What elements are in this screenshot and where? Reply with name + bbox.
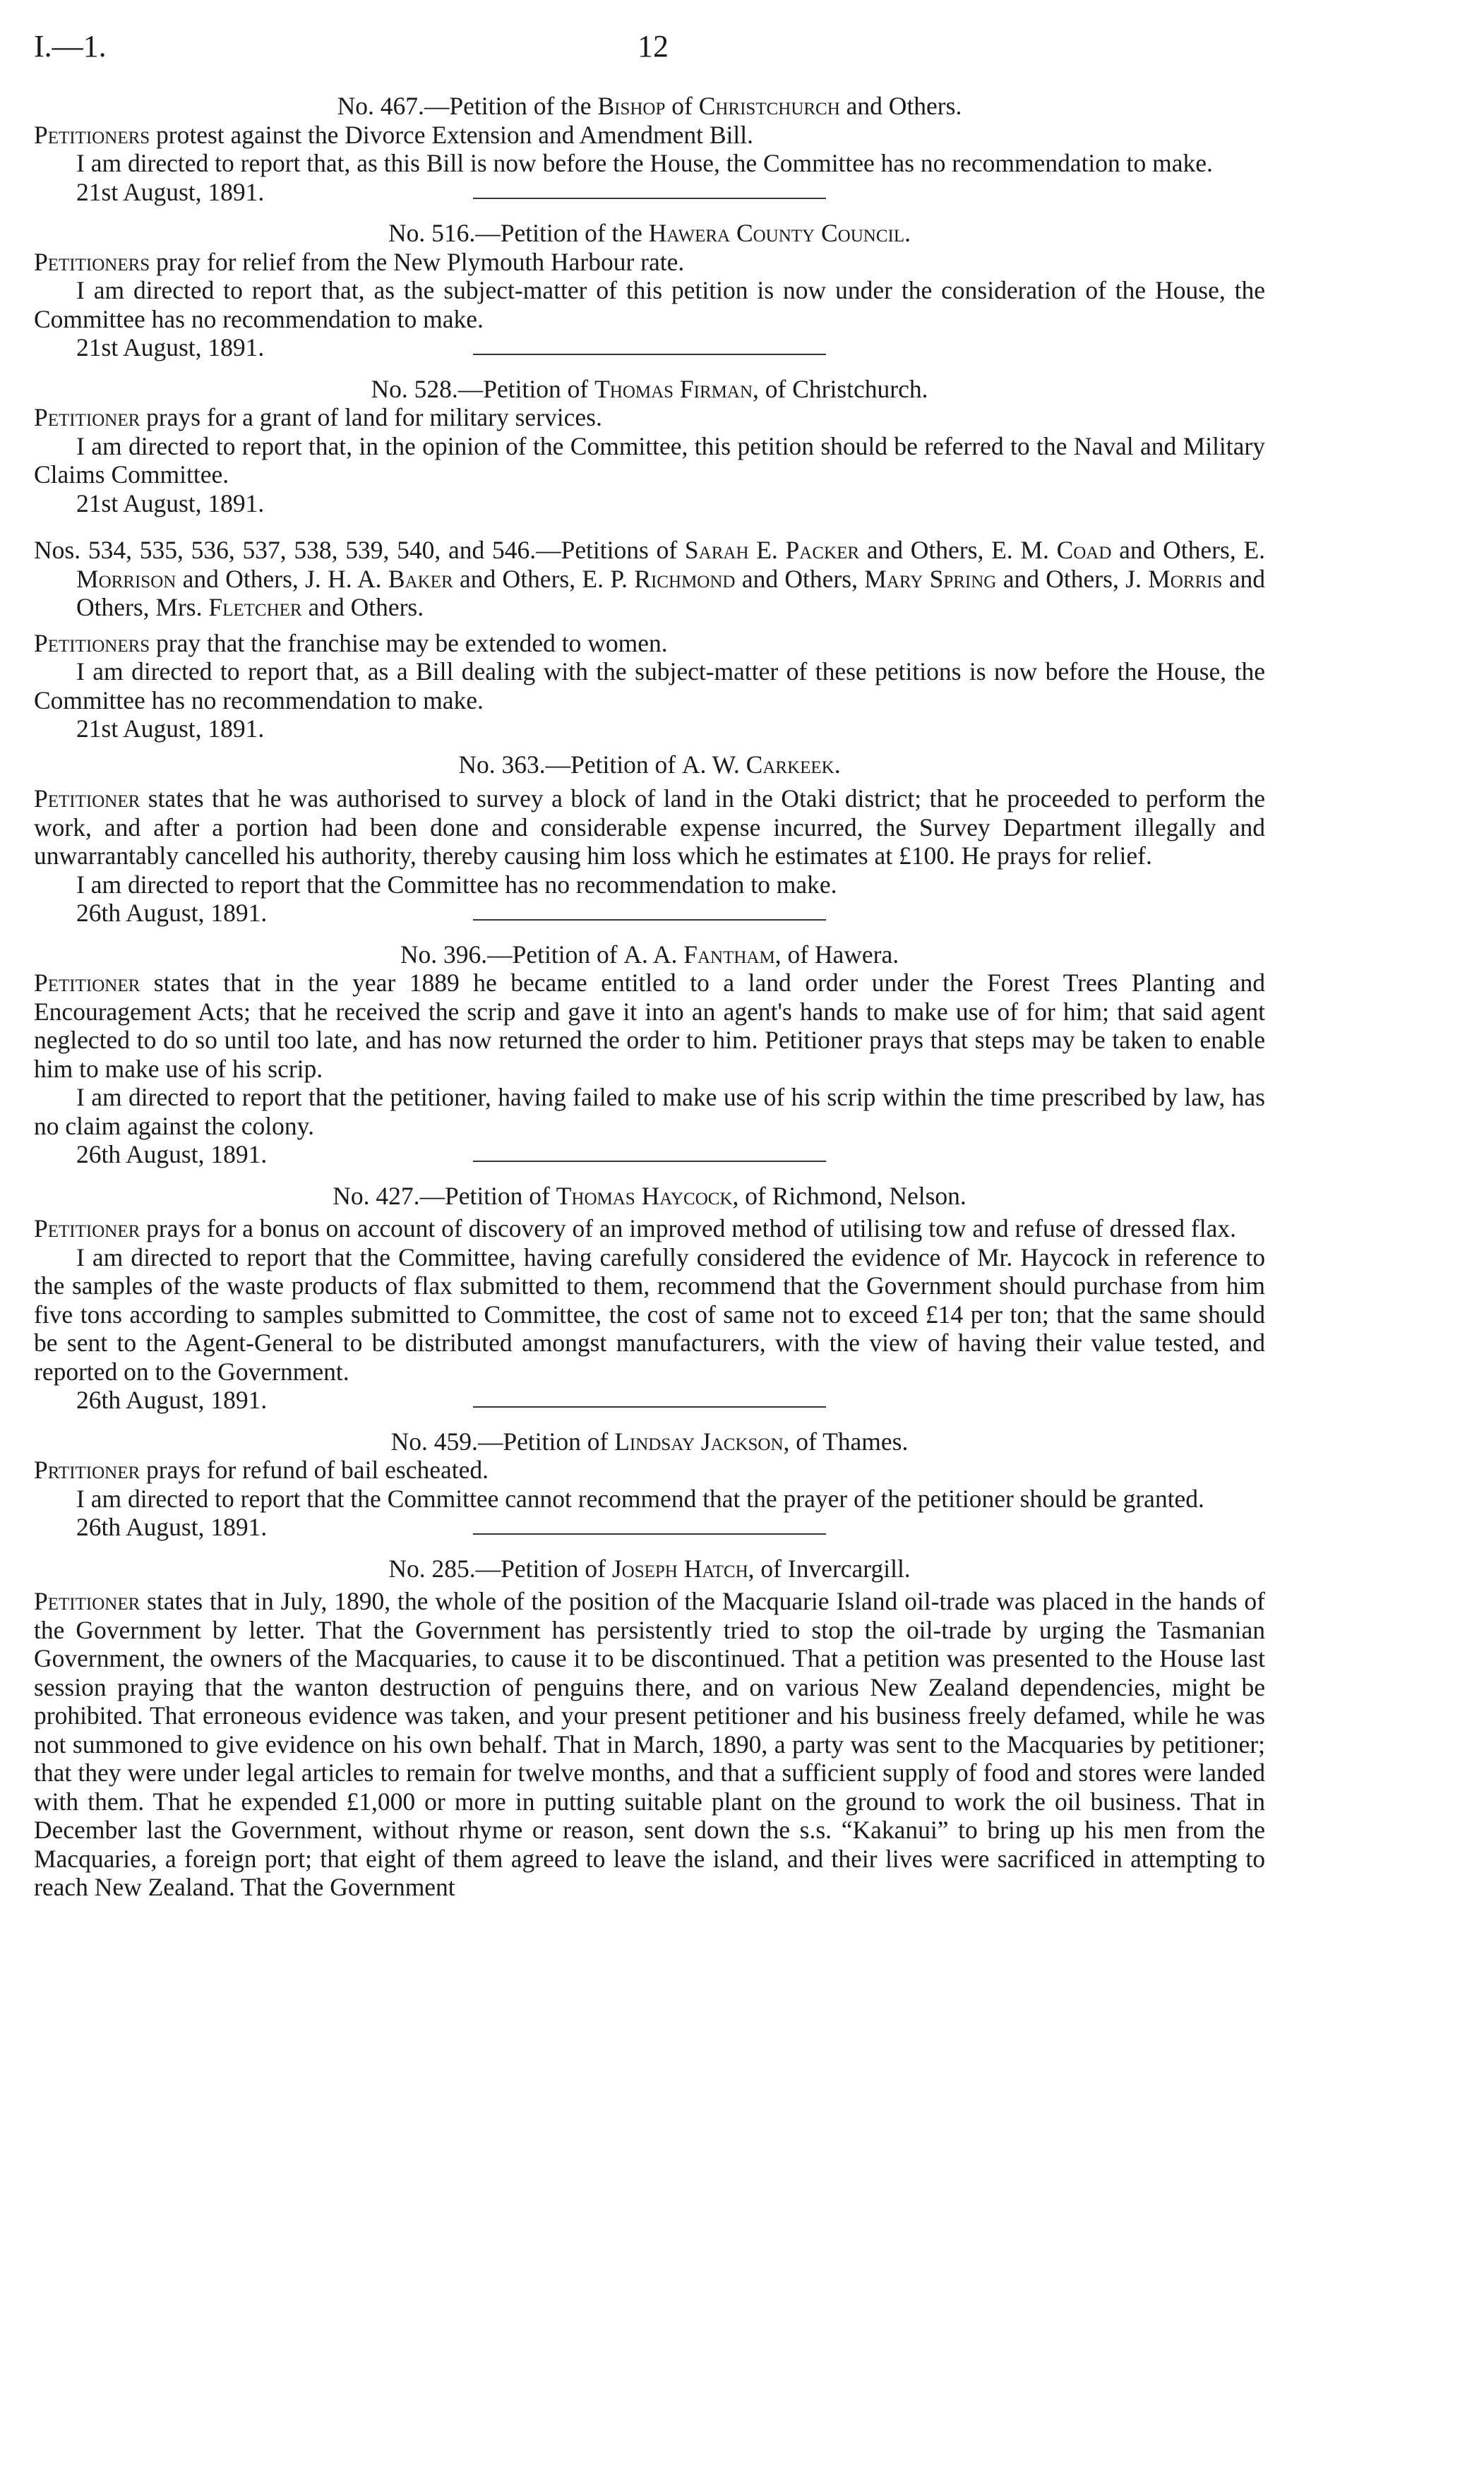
petition-title: No. 516.—Petition of the Hawera County Council.: [388, 219, 911, 247]
report-date: 26th August, 1891.: [76, 1386, 268, 1414]
petition-title: No. 427.—Petition of Thomas Haycock, of Richmond, Nelson.: [333, 1181, 967, 1210]
petition-statement: Petitioner states that in July, 1890, the whole of the position of the Macquarie Island oil-trade was placed in the hands of the Government by letter. That the Government has persistently tried to stop the oil-trade by urging the Tasmanian Government, the owners of the Macquaries, to cause it to be discontinued. That a petition was presented to the House last session praying that the wanton destruction of penguins there, and on various New Zealand dependencies, might be prohibited. That erroneous evidence was taken, and your present petitioner and his business freely defamed, while he was not summoned to give evidence on his own behalf. That in March, 1890, a party was sent to the Macquaries by petitioner; that they were under legal articles to remain for twelve months, and that a sufficient supply of food and stores were landed with them. That he expended £1,000 or more in putting suitable plant on the ground to work the oil business. That in December last the Government, without rhyme or reason, sent down the s.s. “Kakanui” to bring up his men from the Macquaries, a foreign port; that eight of them agreed to leave the island, and their lives were sacrificed in attempting to reach New Zealand. That the Government: [34, 1587, 1265, 1901]
committee-report: I am directed to report that, as a Bill dealing with the subject-matter of these petitions is now before the House, the Committee has no recommendation to make.: [34, 657, 1265, 714]
report-date: 21st August, 1891.: [76, 177, 265, 206]
report-date: 26th August, 1891.: [76, 1140, 268, 1168]
petition-statement: Petitioners pray that the franchise may be extended to women.: [34, 628, 668, 657]
report-date: 21st August, 1891.: [76, 333, 265, 361]
petition-statement: Petitioner prays for a bonus on account of discovery of an improved method of utilising tow and refuse of dressed flax.: [34, 1214, 1236, 1242]
report-date: 21st August, 1891.: [76, 489, 265, 517]
committee-report: I am directed to report that the Committee, having carefully considered the evidence of Mr. Haycock in reference to the samples of the waste products of flax submitted to them, recommend that the Government should purchase from him five tons according to samples submitted to Committee, the cost of same not to exceed £14 per ton; that the same should be sent to the Agent-General to be distributed amongst manufacturers, with the view of having their value tested, and reported on to the Government.: [34, 1242, 1265, 1386]
document-body: [34, 92, 1265, 1902]
petition-title: No. 528.—Petition of Thomas Firman, of Christchurch.: [371, 374, 928, 403]
petition-statement: Prtitioner prays for refund of bail escheated.: [34, 1456, 489, 1484]
section-reference: I.—1.: [34, 29, 107, 64]
petition-title: No. 467.—Petition of the Bishop of Christchurch and Others.: [337, 92, 962, 120]
committee-report: I am directed to report that, as this Bill is now before the House, the Committee has no recommendation to make.: [76, 149, 1213, 177]
committee-report: I am directed to report that the Committee has no recommendation to make.: [76, 870, 837, 899]
report-date: 21st August, 1891.: [76, 714, 265, 743]
committee-report: I am directed to report that the petitioner, having failed to make use of his scrip within the time prescribed by law, has no claim against the colony.: [34, 1083, 1265, 1140]
committee-report: I am directed to report that the Committee cannot recommend that the prayer of the petitioner should be granted.: [76, 1484, 1204, 1513]
petition-statement: Petitioner states that in the year 1889 he became entitled to a land order under the Forest Trees Planting and Encouragement Acts; that he received the scrip and gave it into an agent's hands to make use of for him; that said agent neglected to do so until too late, and has now returned the order to him. Petitioner prays that steps may be taken to enable him to make use of his scrip.: [34, 969, 1265, 1083]
petition-statement: Petitioners protest against the Divorce Extension and Amendment Bill.: [34, 120, 753, 149]
petition-title: No. 459.—Petition of Lindsay Jackson, of Thames.: [390, 1427, 909, 1456]
committee-report: I am directed to report that, in the opinion of the Committee, this petition should be referred to the Naval and Military Claims Committee.: [34, 431, 1265, 489]
report-date: 26th August, 1891.: [76, 1513, 268, 1541]
petition-statement: Petitioner prays for a grant of land for military services.: [34, 403, 602, 431]
petition-statement: Petitioner states that he was authorised to survey a block of land in the Otaki district; that he proceeded to perform the work, and after a portion had been done and considerable expense incurred, the Survey Department illegally and unwarrantably cancelled his authority, thereby causing him loss which he estimates at £100. He prays for relief.: [34, 784, 1265, 870]
report-date: 26th August, 1891.: [76, 899, 268, 927]
committee-report: I am directed to report that, as the subject-matter of this petition is now under the consideration of the House, the Committee has no recommendation to make.: [34, 276, 1265, 333]
petition-title: No. 396.—Petition of A. A. Fantham, of Hawera.: [400, 940, 899, 969]
petition-title: Nos. 534, 535, 536, 537, 538, 539, 540, and 546.—Petitions of Sarah E. Packer and Others, E. M. Coad and Others, E. Morrison and Others, J. H. A. Baker and Others, E. P. Richmond and Others, Mary Spring and Others, J. Morris and Others, Mrs. Fletcher and Others.: [34, 536, 1266, 621]
petition-title: No. 363.—Petition of A. W. Carkeek.: [458, 750, 841, 779]
petition-statement: Petitioners pray for relief from the New Plymouth Harbour rate.: [34, 247, 685, 276]
petition-title: No. 285.—Petition of Joseph Hatch, of Invercargill.: [388, 1554, 911, 1583]
page-number: 12: [638, 29, 669, 64]
